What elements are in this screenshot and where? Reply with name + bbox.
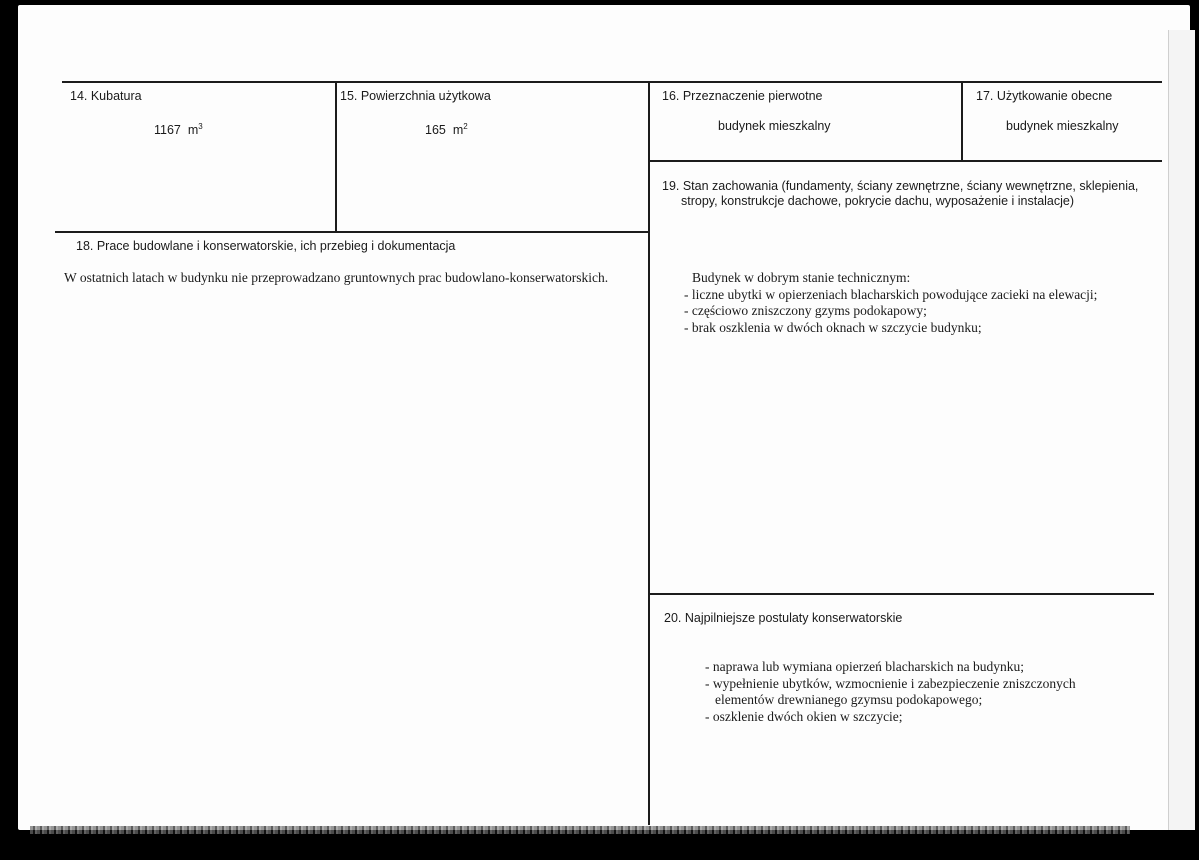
condition-item: - częściowo zniszczony gzyms podokapowy;: [684, 303, 927, 318]
area-unit: m: [452, 123, 464, 137]
field-18-text: W ostatnich latach w budynku nie przeprowadzano gruntownych prac budowlano-konserwatorskich.: [64, 270, 609, 285]
area-unit-exponent: 2: [463, 122, 468, 131]
field-17-value: budynek mieszkalny: [1006, 119, 1119, 133]
field-20-label: 20. Najpilniejsze postulaty konserwatorskie: [664, 611, 903, 625]
postulate-item: elementów drewnianego gzymsu podokapowego;: [715, 692, 983, 707]
divider-16-17: [961, 81, 963, 162]
top-rule-right: [650, 81, 1162, 83]
center-divider: [648, 81, 650, 825]
divider-14-15: [335, 81, 337, 232]
area-number: 165: [425, 123, 446, 137]
postulate-item: - naprawa lub wymiana opierzeń blacharskich na budynku;: [705, 659, 1025, 674]
field-14-value: [154, 119, 203, 138]
kubatura-unit-exponent: 3: [198, 122, 203, 131]
condition-item: - liczne ubytki w opierzeniach blacharskich powodujące zacieki na elewacji;: [684, 286, 1098, 302]
top-rule-left: [62, 81, 650, 83]
scan-edge-noise: [30, 826, 1130, 834]
field-19-label-line1: 19. Stan zachowania (fundamenty, ściany zewnętrzne, ściany wewnętrzne, sklepienia,: [662, 179, 1139, 193]
postulate-item: - wypełnienie ubytków, wzmocnienie i zabezpieczenie zniszczonych: [705, 675, 1076, 691]
postulate-item: - oszklenie dwóch okien w szczycie;: [705, 708, 903, 724]
field-17-label: 17. Użytkowanie obecne: [976, 89, 1113, 103]
paper-edge: [1168, 30, 1195, 830]
field-16-value: budynek mieszkalny: [718, 119, 831, 133]
field-19-label-line2: stropy, konstrukcje dachowe, pokrycie dachu, wyposażenie i instalacje): [681, 194, 1075, 208]
rule-above-20: [650, 593, 1154, 595]
kubatura-number: 1167: [154, 123, 181, 137]
field-15-value: [425, 119, 468, 138]
rule-below-14-15: [55, 231, 650, 233]
field-18-label: 18. Prace budowlane i konserwatorskie, ich przebieg i dokumentacja: [76, 239, 456, 253]
rule-below-16-17: [650, 160, 1162, 162]
field-15-label: 15. Powierzchnia użytkowa: [340, 89, 491, 103]
kubatura-unit: m: [187, 123, 199, 137]
condition-intro: Budynek w dobrym stanie technicznym:: [692, 270, 911, 285]
field-14-label: 14. Kubatura: [70, 89, 142, 103]
field-20-content: [705, 659, 1076, 725]
field-19-content: [684, 270, 1097, 336]
condition-item: - brak oszklenia w dwóch oknach w szczycie budynku;: [684, 319, 982, 335]
field-16-label: 16. Przeznaczenie pierwotne: [662, 89, 823, 103]
